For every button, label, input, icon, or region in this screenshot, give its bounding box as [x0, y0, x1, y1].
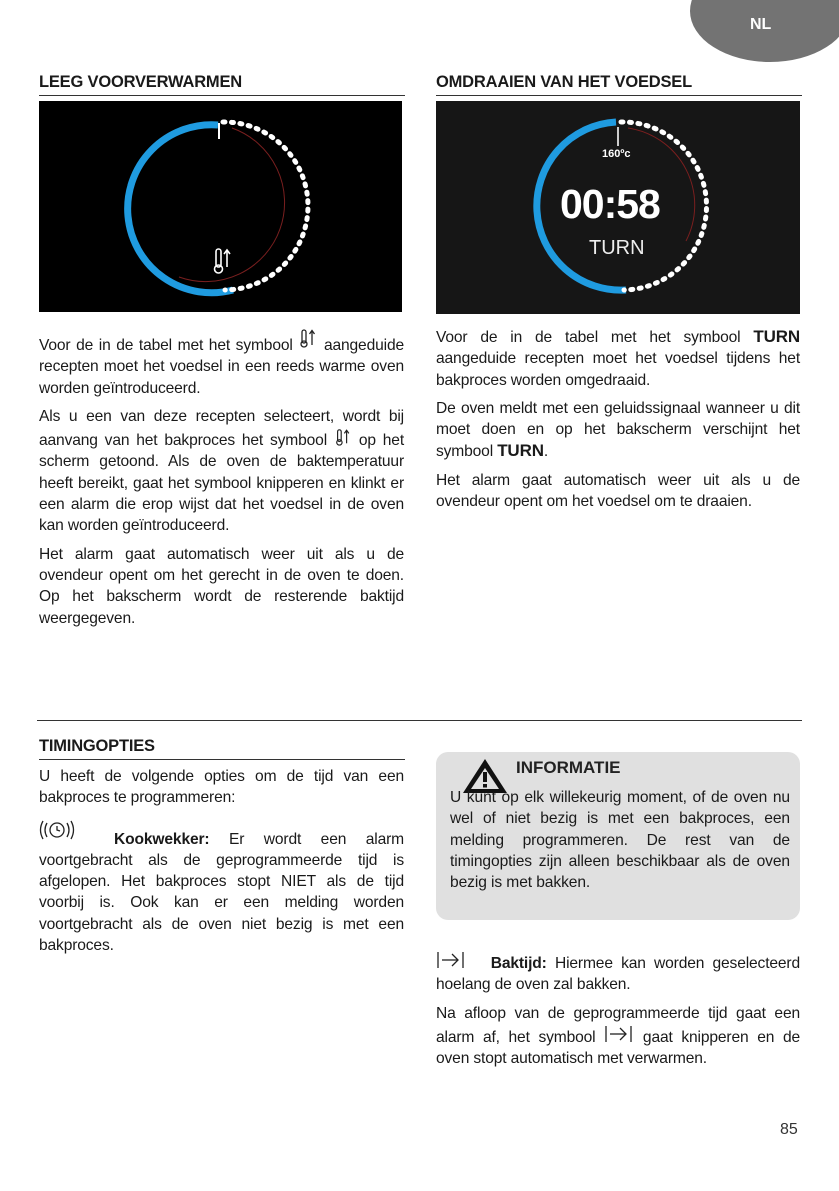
screen-countdown: 00:58	[560, 181, 660, 227]
cook-time-icon	[436, 950, 466, 970]
baktijd-text	[436, 950, 800, 1076]
info-title: INFORMATIE	[516, 758, 621, 777]
turn-text	[436, 326, 800, 519]
section-divider	[37, 720, 802, 721]
preheat-dial-graphic	[39, 101, 402, 312]
screen-temperature: 160ºc	[602, 148, 631, 160]
turn-screen	[436, 101, 800, 314]
kookwekker-label: Kookwekker:	[114, 830, 210, 848]
baktijd-p2-end: gaat knipperen en de oven stopt automatisch met verwarmen.	[436, 1028, 801, 1068]
preheat-heading: LEEG VOORVERWARMEN	[39, 73, 405, 96]
baktijd-description: Hiermee kan worden geselecteerd hoelang de oven zal bakken.	[436, 955, 800, 994]
baktijd-label: Baktijd:	[490, 955, 547, 972]
thermometer-up-icon	[334, 427, 352, 447]
language-label: NL	[750, 16, 772, 33]
baktijd-p2-start: Na afloop van de geprogrammeerde tijd gaat een alarm af, het symbool	[436, 1004, 800, 1046]
turn-p2-period: .	[543, 443, 549, 461]
preheat-p2-start: Als u een van deze recepten selecteert, wordt bij aanvang van het bakproces het symbool	[39, 407, 404, 450]
turn-p1-end: aangeduide recepten moet het voedsel tijdens het bakproces worden omgedraaid.	[436, 350, 800, 389]
turn-p3: Het alarm gaat automatisch weer uit als u de ovendeur opent om het voedsel om te draaien.	[436, 471, 800, 511]
timing-text	[39, 766, 404, 963]
turn-heading: OMDRAAIEN VAN HET VOEDSEL	[436, 73, 802, 96]
preheat-screen	[39, 101, 402, 312]
thermometer-up-icon	[215, 249, 231, 273]
kookwekker-text: Er wordt een alarm voortgebracht als de geprogrammeerde tijd is afgelopen. Het bakproces stopt NIET als de tijd voorbij is. Ook kan er een melding worden voortgebracht als de oven niet bezig is met een bakproces.	[39, 830, 404, 955]
info-box	[436, 752, 800, 920]
cook-time-icon	[604, 1024, 634, 1044]
language-tab	[690, 0, 839, 62]
turn-p2-start: De oven meldt met een geluidssignaal wanneer u dit moet doen en op het bakscherm verschijnt het symbool	[436, 399, 800, 461]
thermometer-up-icon	[298, 328, 318, 348]
preheat-p2-end: op het scherm getoond. Als de oven de baktemperatuur heeft bereikt, gaat het symbool knipperen en klinkt er een alarm die erop wijst dat het voedsel in de oven kan worden geïntroduceerd.	[39, 432, 405, 535]
turn-p1-start: Voor de in de tabel met het symbool	[436, 329, 741, 346]
preheat-p3: Het alarm gaat automatisch weer uit als u de ovendeur opent om het gerecht in de oven te doen. Op het bakscherm wordt de resterende baktijd weergegeven.	[39, 545, 404, 627]
info-text: U kunt op elk willekeurig moment, of de oven nu wel of niet bezig is met een bakproces, een melding programmeren. De rest van de timingopties zijn alleen beschikbaar als de oven bezig is met bakken.	[450, 789, 790, 892]
page-number: 85	[780, 1121, 798, 1138]
timing-intro: U heeft de volgende opties om de tijd van een bakproces te programmeren:	[39, 768, 404, 807]
screen-turn-label: TURN	[589, 237, 645, 259]
turn-symbol: TURN	[497, 441, 544, 461]
preheat-p1-start: Voor de in de tabel met het symbool	[39, 337, 293, 354]
preheat-text	[39, 328, 404, 636]
preheat-p1-end: aangeduide recepten moet het voedsel in een reeds warme oven worden geïntroduceerd.	[39, 337, 404, 397]
turn-symbol: TURN	[753, 327, 800, 346]
timing-heading: TIMINGOPTIES	[39, 737, 405, 760]
alarm-bell-icon	[39, 819, 75, 841]
